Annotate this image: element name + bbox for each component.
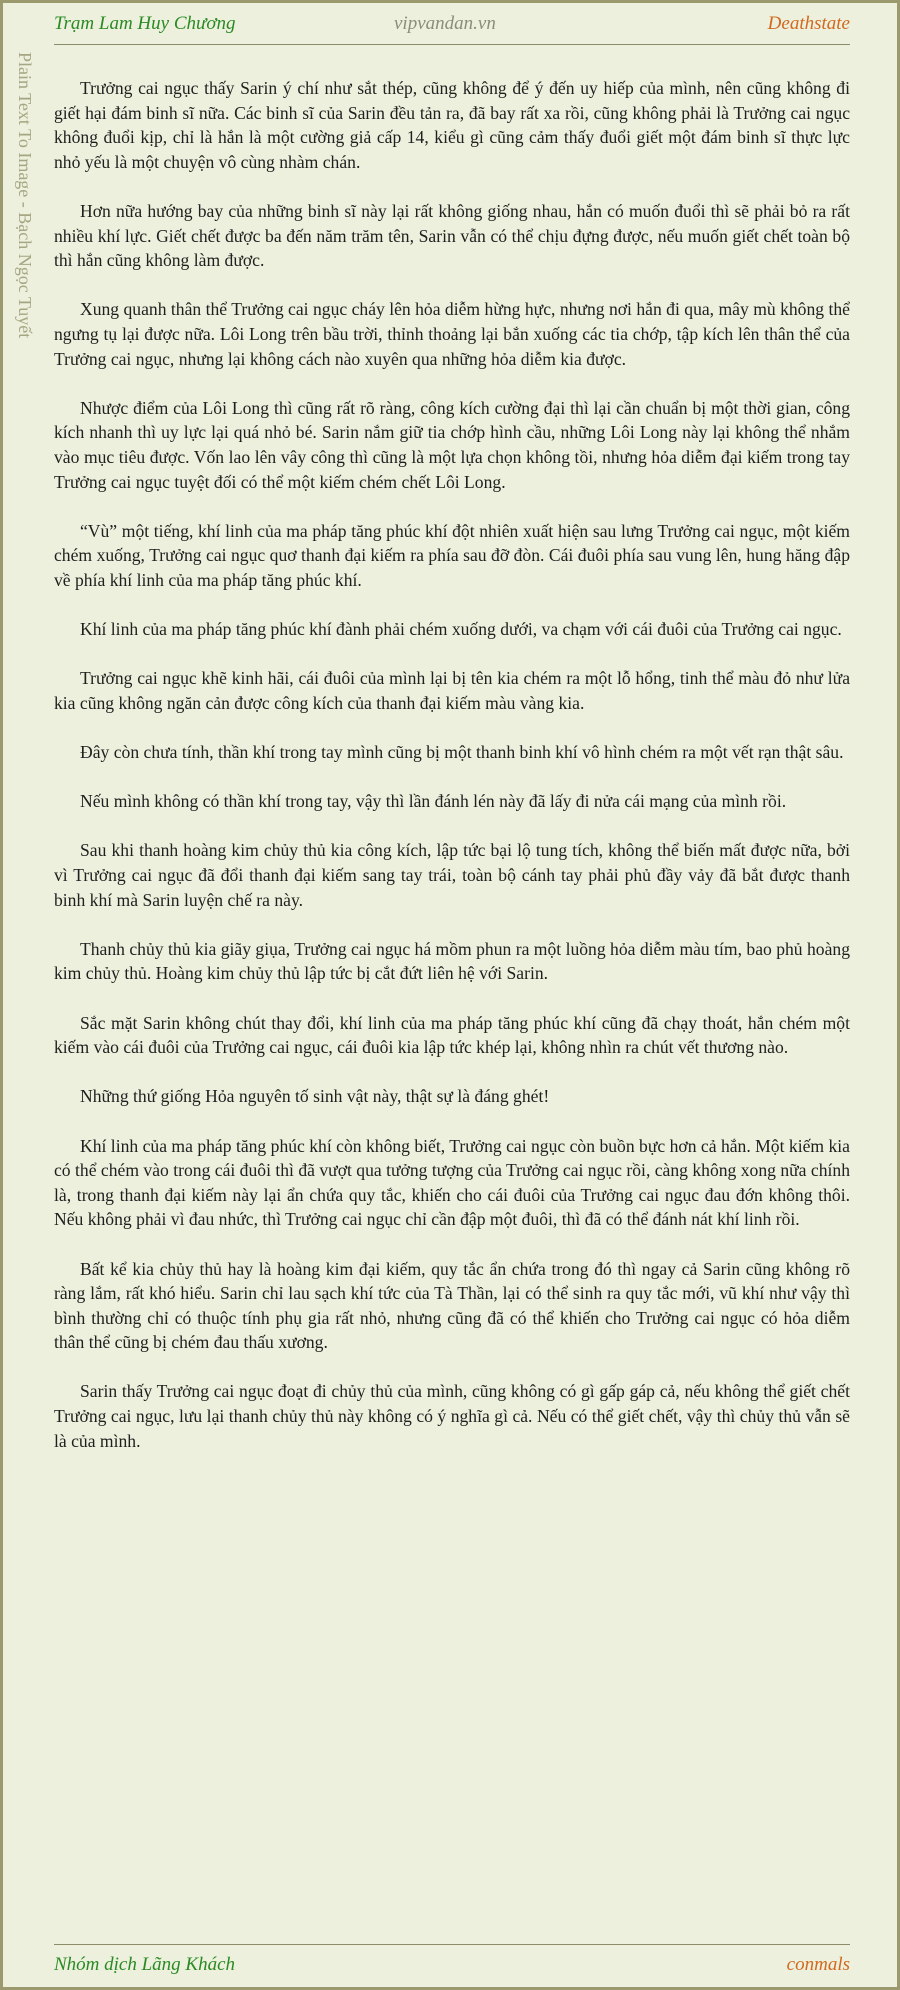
paragraph: Bất kể kia chủy thủ hay là hoàng kim đại kiếm, quy tắc ẩn chứa trong đó thì ngay cả Sarin cũng không rõ ràng lắm, rất khó hiểu. Sarin chỉ lau sạch khí tức của Tà Thần, lại có thể sinh ra quy tắc mới, vũ khí như vậy thì bình thường chỉ có thuộc tính phụ gia rất nhỏ, nhưng cũng đã có thể khiến cho Trưởng cai ngục có hỏa diễm thân thể cũng bị chém đau thấu xương. <box>54 1258 850 1353</box>
uploader-name: conmals <box>786 1954 850 1975</box>
paragraph: Sau khi thanh hoàng kim chủy thủ kia công kích, lập tức bại lộ tung tích, không thể biến mất được nữa, bởi vì Trưởng cai ngục đã đổi thanh đại kiếm sang tay trái, toàn bộ cánh tay phải phủ đầy vảy đã bắt được thanh binh khí mà Sarin luyện chế ra này. <box>54 840 850 910</box>
paragraph: “Vù” một tiếng, khí linh của ma pháp tăng phúc khí đột nhiên xuất hiện sau lưng Trưởng cai ngục, một kiếm chém xuống, Trưởng cai ngục quơ thanh đại kiếm ra phía sau đỡ đòn. Cái đuôi phía sau vung lên, hung hăng đập về phía khí linh của ma pháp tăng phúc khí. <box>54 520 850 590</box>
page-footer <box>54 1944 850 1977</box>
paragraph: Xung quanh thân thể Trưởng cai ngục cháy lên hỏa diễm hừng hực, nhưng nơi hắn đi qua, mây mù không thể ngưng tụ lại được nữa. Lôi Long trên bầu trời, thỉnh thoảng lại bắn xuống các tia chớp, tập kích lên thân thể của Trưởng cai ngục, nhưng lại không cách nào xuyên qua những hỏa diễm kia được. <box>54 299 850 369</box>
side-watermark-label: Plain Text To Image - Bạch Ngọc Tuyết <box>15 52 35 339</box>
paragraph: Trưởng cai ngục khẽ kinh hãi, cái đuôi của mình lại bị tên kia chém ra một lỗ hổng, tinh thể màu đỏ như lửa kia cũng không ngăn cản được công kích của thanh đại kiếm màu vàng kia. <box>54 668 850 713</box>
paragraph: Nhược điểm của Lôi Long thì cũng rất rõ ràng, công kích cường đại thì lại cần chuẩn bị một thời gian, công kích nhanh thì uy lực lại quá nhỏ bé. Sarin nắm giữ tia chớp hình cầu, những Lôi Long này lại không thể nhắm vào mục tiêu được. Vốn lao lên vây công thì cũng là một lựa chọn không tồi, nhưng hỏa diễm đại kiếm trong tay Trưởng cai ngục tuyệt đối có thể một kiếm chém chết Lôi Long. <box>54 397 850 492</box>
chapter-body <box>54 76 850 1478</box>
book-title: Deathstate <box>767 13 850 34</box>
paragraph: Thanh chủy thủ kia giãy giụa, Trưởng cai ngục há mồm phun ra một luồng hỏa diễm màu tím, bao phủ hoàng kim chủy thủ. Hoàng kim chủy thủ lập tức bị cắt đứt liên hệ với Sarin. <box>54 938 850 984</box>
paragraph: Sarin thấy Trưởng cai ngục đoạt đi chủy thủ của mình, cũng không có gì gấp gáp cả, nếu không thể giết chết Trưởng cai ngục, lưu lại thanh chủy thủ này không có ý nghĩa gì cả. Nếu có thể giết chết, vậy thì chủy thủ vẫn sẽ là của mình. <box>54 1381 850 1451</box>
paragraph: Khí linh của ma pháp tăng phúc khí đành phải chém xuống dưới, va chạm với cái đuôi của Trưởng cai ngục. <box>80 619 842 640</box>
paragraph: Đây còn chưa tính, thần khí trong tay mình cũng bị một thanh binh khí vô hình chém ra một vết rạn thật sâu. <box>80 742 844 763</box>
paragraph: Trưởng cai ngục thấy Sarin ý chí như sắt thép, cũng không để ý đến uy hiếp của mình, nên cũng không đi giết hại đám binh sĩ nữa. Các binh sĩ của Sarin đều tản ra, đã bay rất xa rồi, cũng không phải là Trưởng cai ngục không đuổi kịp, chỉ là hắn là một cường giả cấp 14, kiểu gì cũng cảm thấy đuổi giết một đám binh sĩ thực lực nhỏ yếu là một chuyện vô cùng nhàm chán. <box>54 78 850 172</box>
translation-group: Nhóm dịch Lãng Khách <box>54 1954 236 1975</box>
paragraph: Nếu mình không có thần khí trong tay, vậy thì lần đánh lén này đã lấy đi nửa cái mạng của mình rồi. <box>80 791 787 812</box>
paragraph: Sắc mặt Sarin không chút thay đổi, khí linh của ma pháp tăng phúc khí cũng đã chạy thoát, hắn chém một kiếm vào cái đuôi của Trưởng cai ngục, cái đuôi kia lập tức khép lại, không nhìn ra chút vết thương nào. <box>54 1012 850 1058</box>
author-name: Trạm Lam Huy Chương <box>54 13 236 34</box>
site-name: vipvandan.vn <box>394 13 496 34</box>
paragraph: Hơn nữa hướng bay của những binh sĩ này lại rất không giống nhau, hắn có muốn đuổi thì sẽ phải bỏ ra rất nhiều khí lực. Giết chết được ba đến năm trăm tên, Sarin vẫn có thể chịu đựng được, nếu muốn giết chết toàn bộ thì hắn cũng không làm được. <box>54 200 850 271</box>
paragraph: Những thứ giống Hỏa nguyên tố sinh vật này, thật sự là đáng ghét! <box>80 1086 550 1107</box>
paragraph: Khí linh của ma pháp tăng phúc khí còn không biết, Trưởng cai ngục còn buồn bực hơn cả hắn. Một kiếm kia có thể chém vào trong cái đuôi thì đã vượt qua tưởng tượng của Trưởng cai ngục rồi, càng không xong nữa chính là, trong thanh đại kiếm này lại ẩn chứa quy tắc, khiến cho cái đuôi của Trưởng cai ngục đau đớn không thôi. Nếu không phải vì đau nhức, thì Trưởng cai ngục chỉ cần đập một đuôi, thì đã có thể đánh nát khí linh rồi. <box>54 1135 850 1230</box>
page-header <box>54 12 850 45</box>
